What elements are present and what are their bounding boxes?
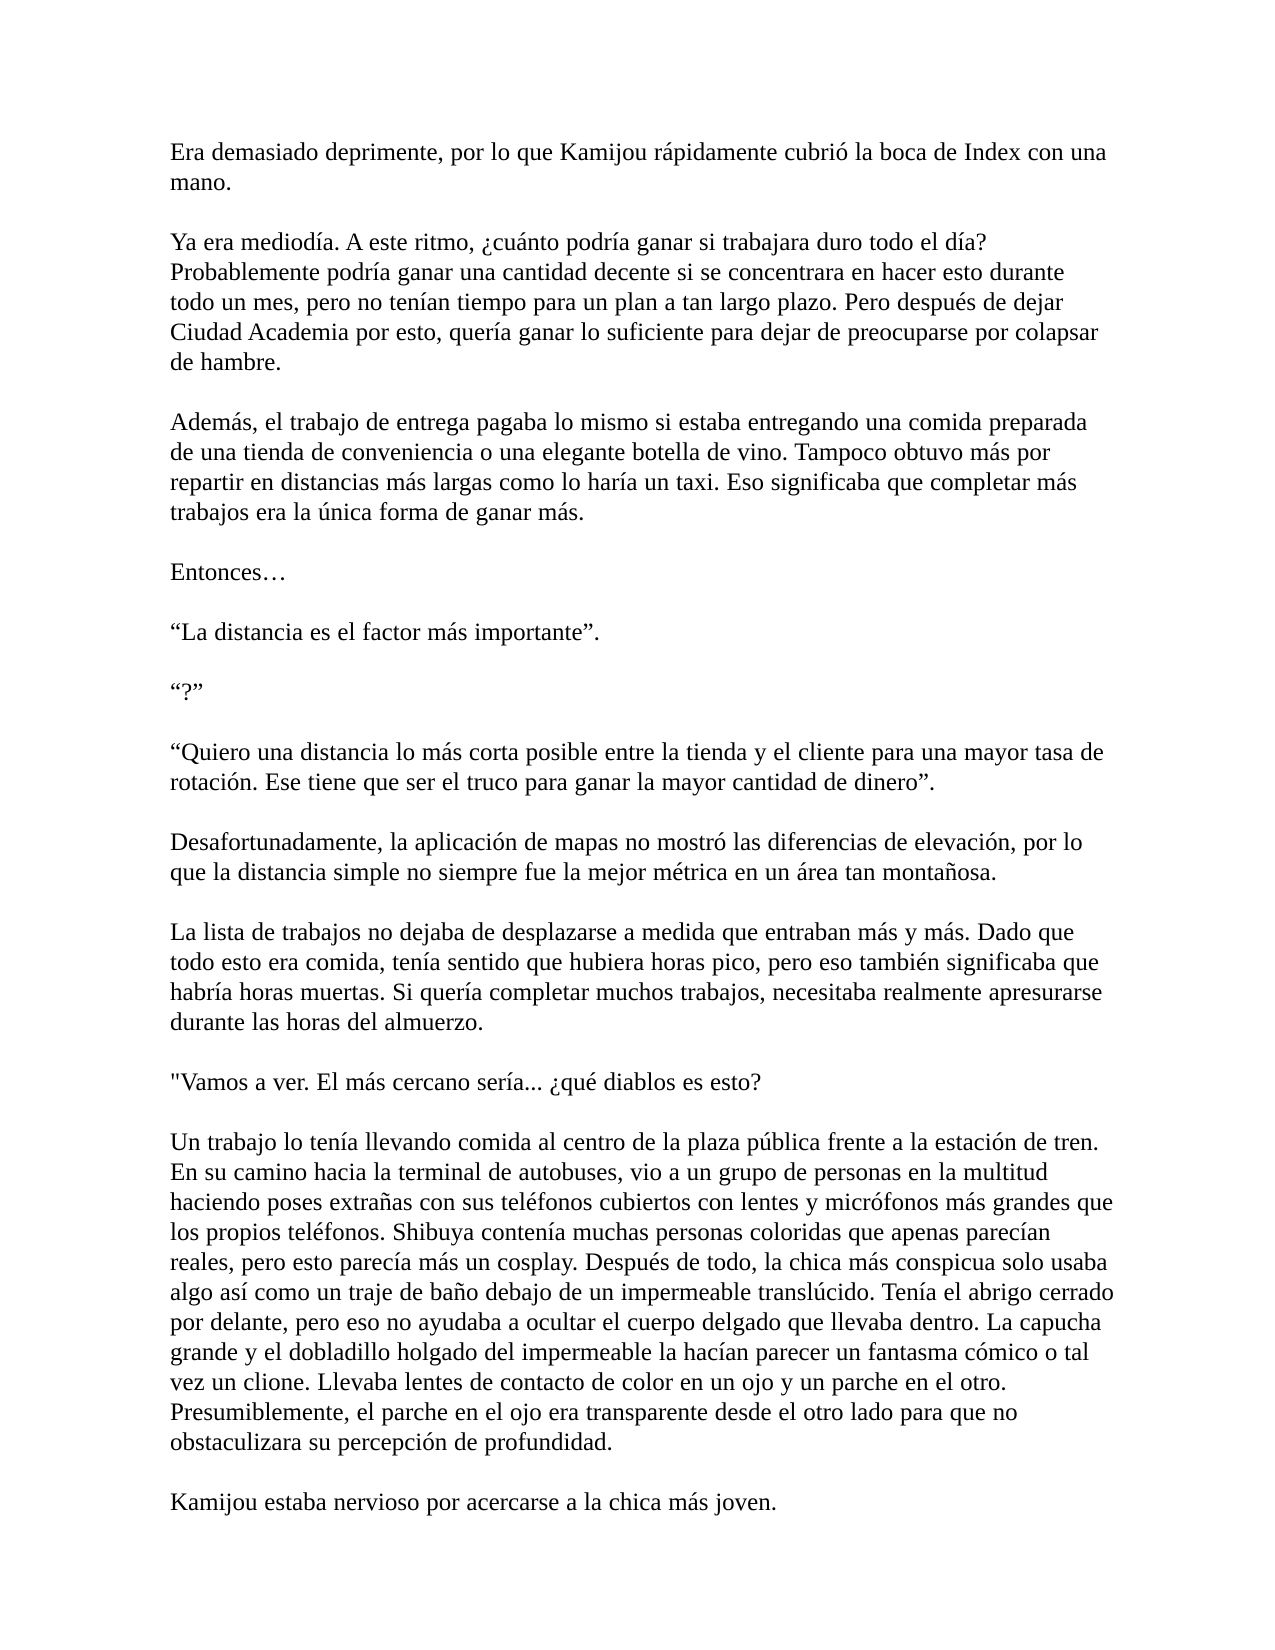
paragraph: “Quiero una distancia lo más corta posible entre la tienda y el cliente para una mayor tasa de rotación. Ese tiene que ser el truco para ganar la mayor cantidad de dinero”. xyxy=(170,739,1104,796)
paragraph: La lista de trabajos no dejaba de desplazarse a medida que entraban más y más. Dado que todo esto era comida, tenía sentido que hubiera horas pico, pero eso también significaba que habría horas muertas. Si quería completar muchos trabajos, necesitaba realmente apresurarse durante las horas del almuerzo. xyxy=(170,919,1103,1036)
paragraph: “?” xyxy=(170,679,204,706)
paragraph: “La distancia es el factor más importante”. xyxy=(170,619,600,646)
paragraph: Entonces… xyxy=(170,559,287,586)
paragraph: Ya era mediodía. A este ritmo, ¿cuánto podría ganar si trabajara duro todo el día? Probablemente podría ganar una cantidad decente si se concentrara en hacer esto durante todo un mes, pero no tenían tiempo para un plan a tan largo plazo. Pero después de dejar Ciudad Academia por esto, quería ganar lo suficiente para dejar de preocuparse por colapsar de hambre. xyxy=(170,229,1099,376)
paragraph: Un trabajo lo tenía llevando comida al centro de la plaza pública frente a la estación de tren. En su camino hacia la terminal de autobuses, vio a un grupo de personas en la multitud haciendo poses extrañas con sus teléfonos cubiertos con lentes y micrófonos más grandes que los propios teléfonos. Shibuya contenía muchas personas coloridas que apenas parecían reales, pero esto parecía más un cosplay. Después de todo, la chica más conspicua solo usaba algo así como un traje de baño debajo de un impermeable translúcido. Tenía el abrigo cerrado por delante, pero eso no ayudaba a ocultar el cuerpo delgado que llevaba dentro. La capucha grande y el dobladillo holgado del impermeable la hacían parecer un fantasma cómico o tal vez un clione. Llevaba lentes de contacto de color en un ojo y un parche en el otro. Presumiblemente, el parche en el ojo era transparente desde el otro lado para que no obstaculizara su percepción de profundidad. xyxy=(170,1129,1114,1456)
paragraph: Además, el trabajo de entrega pagaba lo mismo si estaba entregando una comida preparada de una tienda de conveniencia o una elegante botella de vino. Tampoco obtuvo más por repartir en distancias más largas como lo haría un taxi. Eso significaba que completar más trabajos era la única forma de ganar más. xyxy=(170,409,1088,526)
paragraph: Era demasiado deprimente, por lo que Kamijou rápidamente cubrió la boca de Index con una mano. xyxy=(170,139,1107,196)
paragraph: Desafortunadamente, la aplicación de mapas no mostró las diferencias de elevación, por lo que la distancia simple no siempre fue la mejor métrica en un área tan montañosa. xyxy=(170,829,1083,886)
paragraph: Kamijou estaba nervioso por acercarse a la chica más joven. xyxy=(170,1489,778,1516)
paragraph: "Vamos a ver. El más cercano sería... ¿qué diablos es esto? xyxy=(170,1069,762,1096)
